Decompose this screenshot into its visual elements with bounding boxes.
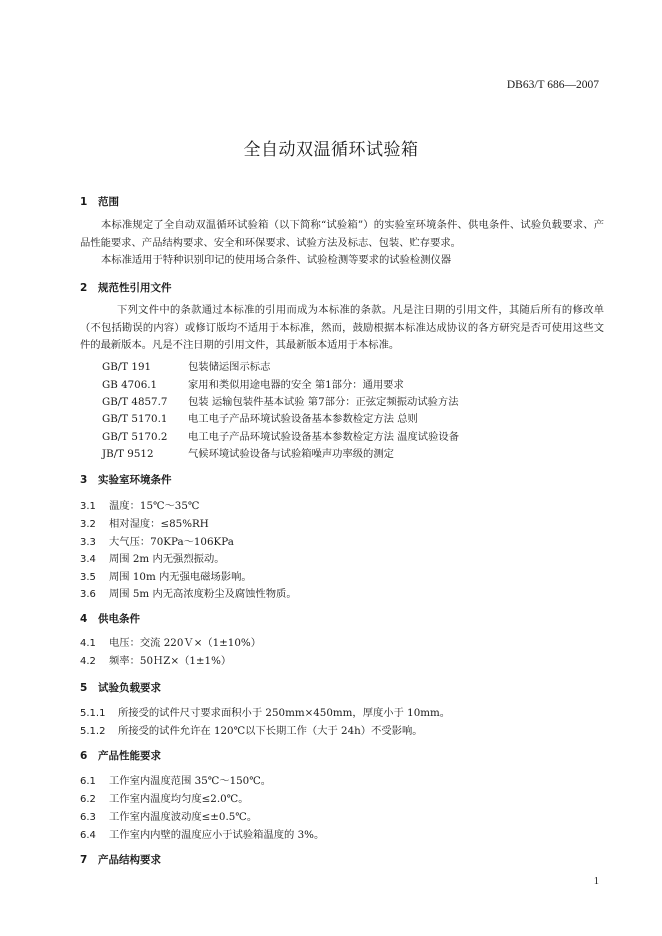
clause-text: 所接受的试件允许在 120℃以下长期工作（大于 24h）不受影响。 [118,725,423,737]
reference-code: GB/T 5170.1 [102,413,168,425]
clause-text: 周围 10m 内无强电磁场影响。 [109,571,252,583]
clause-text: 所接受的试件尺寸要求面积小于 250mm×450mm，厚度小于 10mm。 [118,707,451,719]
clause-item [80,772,271,787]
clause-text: 周围 5m 内无高浓度粉尘及腐蚀性物质。 [109,588,297,600]
reference-title: 包装 运输包装件基本试验 第7部分：正弦定频振动试验方法 [188,396,459,408]
section-heading-1 [80,194,119,209]
normative-references-paragraph: 下列文件中的条款通过本标准的引用而成为本标准的条款。凡是注日期的引用文件，其随后所有的修改单（不包括勘误的内容）或修订版均不适用于本标准，然而，鼓励根据本标准达成协议的各方研究是否可使用这些文件的最新版本。凡是不注日期的引用文件，其最新版本适用于本标准。 [80,304,604,351]
section-title: 产品性能要求 [98,750,161,762]
reference-row [102,358,270,373]
section-heading-6 [80,748,161,763]
section-number: 3 [80,474,88,486]
clause-text: 工作室内温度均匀度≤2.0℃。 [109,793,249,805]
clause-item [80,722,423,737]
section-number: 6 [80,750,88,762]
section-heading-2 [80,280,172,295]
clause-number: 6.3 [80,812,96,823]
clause-text: 周围 2m 内无强烈振动。 [109,553,225,565]
document-title: 全自动双温循环试验箱 [243,140,419,160]
section-number: 2 [80,282,88,294]
clause-number: 6.2 [80,794,96,805]
clause-number: 3.3 [80,537,96,548]
clause-item [80,568,252,583]
reference-code: GB 4706.1 [102,379,158,391]
clause-item [80,497,199,512]
section-number: 5 [80,682,88,694]
reference-code: GB/T 5170.2 [102,431,168,443]
reference-code: GB/T 4857.7 [102,396,168,408]
clause-number: 5.1.1 [80,708,106,719]
clause-text: 工作室内温度波动度≤±0.5℃。 [109,811,258,823]
clause-text: 大气压：70KPa～106KPa [109,536,234,548]
section-title: 供电条件 [98,613,140,625]
reference-code: GB/T 191 [102,361,152,373]
scope-paragraph-2: 本标准适用于特种识别印记的使用场合条件、试验检测等要求的试验检测仪器 [101,254,452,266]
clause-text: 工作室内温度范围 35℃～150℃。 [109,775,272,787]
reference-row [102,410,418,425]
reference-title: 家用和类似用途电器的安全 第1部分：通用要求 [188,379,404,391]
clause-item [80,515,209,530]
section-title: 实验室环境条件 [98,474,172,486]
clause-item [80,790,249,805]
clause-number: 6.1 [80,776,96,787]
clause-number: 6.4 [80,830,96,841]
clause-item [80,550,225,565]
clause-item [80,808,257,823]
page-number: 1 [593,876,599,887]
clause-number: 3.6 [80,589,96,600]
scope-paragraph-1: 本标准规定了全自动双温循环试验箱（以下简称“试验箱”）的实验室环境条件、供电条件、试验负载要求、产品性能要求、产品结构要求、安全和环保要求、试验方法及标志、包装、贮存要求。 [80,219,604,249]
clause-item [80,634,261,649]
section-number: 4 [80,613,88,625]
reference-code: JB/T 9512 [102,448,154,460]
clause-item [80,826,324,841]
reference-title: 包装储运图示标志 [188,361,271,373]
section-heading-5 [80,680,161,695]
reference-row [102,445,394,460]
section-heading-3 [80,472,172,487]
section-heading-7 [80,852,161,867]
reference-title: 电工电子产品环境试验设备基本参数检定方法 温度试验设备 [188,431,459,443]
clause-text: 电压：交流 220Ｖ×（1±10%） [109,637,261,649]
clause-number: 3.2 [80,519,96,530]
clause-number: 5.1.2 [80,726,106,737]
section-heading-4 [80,611,140,626]
clause-item [80,585,297,600]
section-title: 试验负载要求 [98,682,161,694]
section-title: 范围 [98,196,119,208]
standard-code: DB63/T 686—2007 [506,79,599,91]
section-title: 规范性引用文件 [98,282,172,294]
reference-row [102,376,404,391]
section-number: 7 [80,854,88,866]
section-number: 1 [80,196,88,208]
clause-item [80,652,231,667]
reference-row [102,393,459,408]
clause-item [80,704,450,719]
reference-title: 气候环境试验设备与试验箱噪声功率级的测定 [188,448,394,460]
clause-number: 4.1 [80,638,96,649]
clause-item [80,533,234,548]
clause-number: 3.4 [80,554,96,565]
clause-number: 3.1 [80,501,96,512]
clause-text: 相对湿度：≤85%RH [109,518,209,530]
clause-text: 频率：50ＨZ×（1±1%） [109,655,232,667]
section-title: 产品结构要求 [98,854,161,866]
clause-text: 温度：15℃～35℃ [109,500,200,512]
clause-number: 4.2 [80,656,96,667]
reference-title: 电工电子产品环境试验设备基本参数检定方法 总则 [188,413,418,425]
reference-row [102,428,459,443]
clause-text: 工作室内内壁的温度应小于试验箱温度的 3%。 [109,829,325,841]
clause-number: 3.5 [80,572,96,583]
